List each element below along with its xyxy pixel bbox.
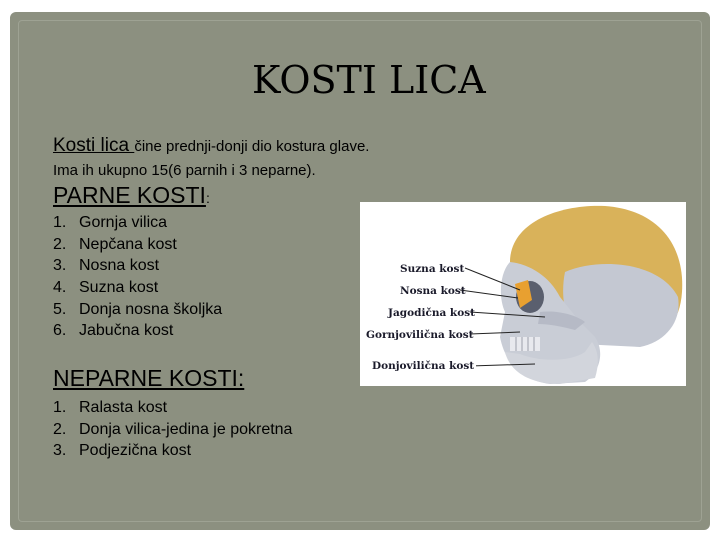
list-item	[53, 212, 222, 234]
list-item	[53, 277, 222, 299]
list-item	[53, 419, 292, 441]
list-item-number: 1.	[53, 399, 67, 416]
list-item	[53, 255, 222, 277]
list-item-number: 5.	[53, 300, 67, 318]
intro-line-2: Ima ih ukupno 15(6 parnih i 3 neparne).	[53, 162, 316, 179]
list-item	[53, 234, 222, 256]
neparne-heading: NEPARNE KOSTI:	[53, 365, 245, 391]
parne-list	[53, 212, 222, 342]
list-item-number: 3.	[53, 442, 67, 460]
skull-figure	[360, 202, 686, 386]
list-item-label: Suzna kost	[79, 279, 159, 297]
list-item-number: 3.	[53, 257, 67, 275]
figure-label-jagodicna: Jagodična kost	[388, 307, 475, 319]
list-item-label: Donja nosna školjka	[79, 300, 223, 318]
list-item-number: 2.	[53, 235, 67, 253]
figure-label-gornjovilicna: Gornjovilična kost	[366, 329, 474, 341]
figure-label-nosna: Nosna kost	[400, 285, 466, 297]
list-item-number: 2.	[53, 420, 67, 438]
list-item-label: Nepčana kost	[79, 235, 177, 253]
intro-lead: Kosti lica	[53, 135, 135, 156]
parne-heading: PARNE KOSTI	[53, 182, 206, 208]
skull-illustration	[360, 202, 686, 386]
list-item-label: Ralasta kost	[79, 399, 168, 416]
list-item	[53, 299, 222, 321]
parne-section-heading	[53, 182, 210, 209]
list-item-label: Donja vilica-jedina je pokretna	[79, 420, 293, 438]
figure-label-suzna: Suzna kost	[400, 263, 465, 275]
list-item-label: Gornja vilica	[79, 214, 168, 231]
list-item-number: 6.	[53, 322, 67, 340]
intro-line-1-rest: čine prednji-donji dio kostura glave.	[134, 138, 370, 155]
figure-label-donjovilicna: Donjovilična kost	[372, 360, 475, 372]
list-item	[53, 397, 292, 419]
list-item-label: Nosna kost	[79, 257, 160, 275]
list-item-number: 4.	[53, 279, 67, 297]
slide-title: KOSTI LICA	[252, 58, 486, 102]
list-item-label: Podjezična kost	[79, 442, 192, 460]
list-item-label: Jabučna kost	[79, 322, 174, 340]
skull-teeth-shape	[510, 337, 540, 351]
intro-line-1	[53, 135, 369, 157]
list-item-number: 1.	[53, 214, 67, 231]
neparne-list	[53, 397, 292, 462]
parne-colon: :	[205, 190, 210, 206]
list-item	[53, 320, 222, 342]
list-item	[53, 440, 292, 462]
